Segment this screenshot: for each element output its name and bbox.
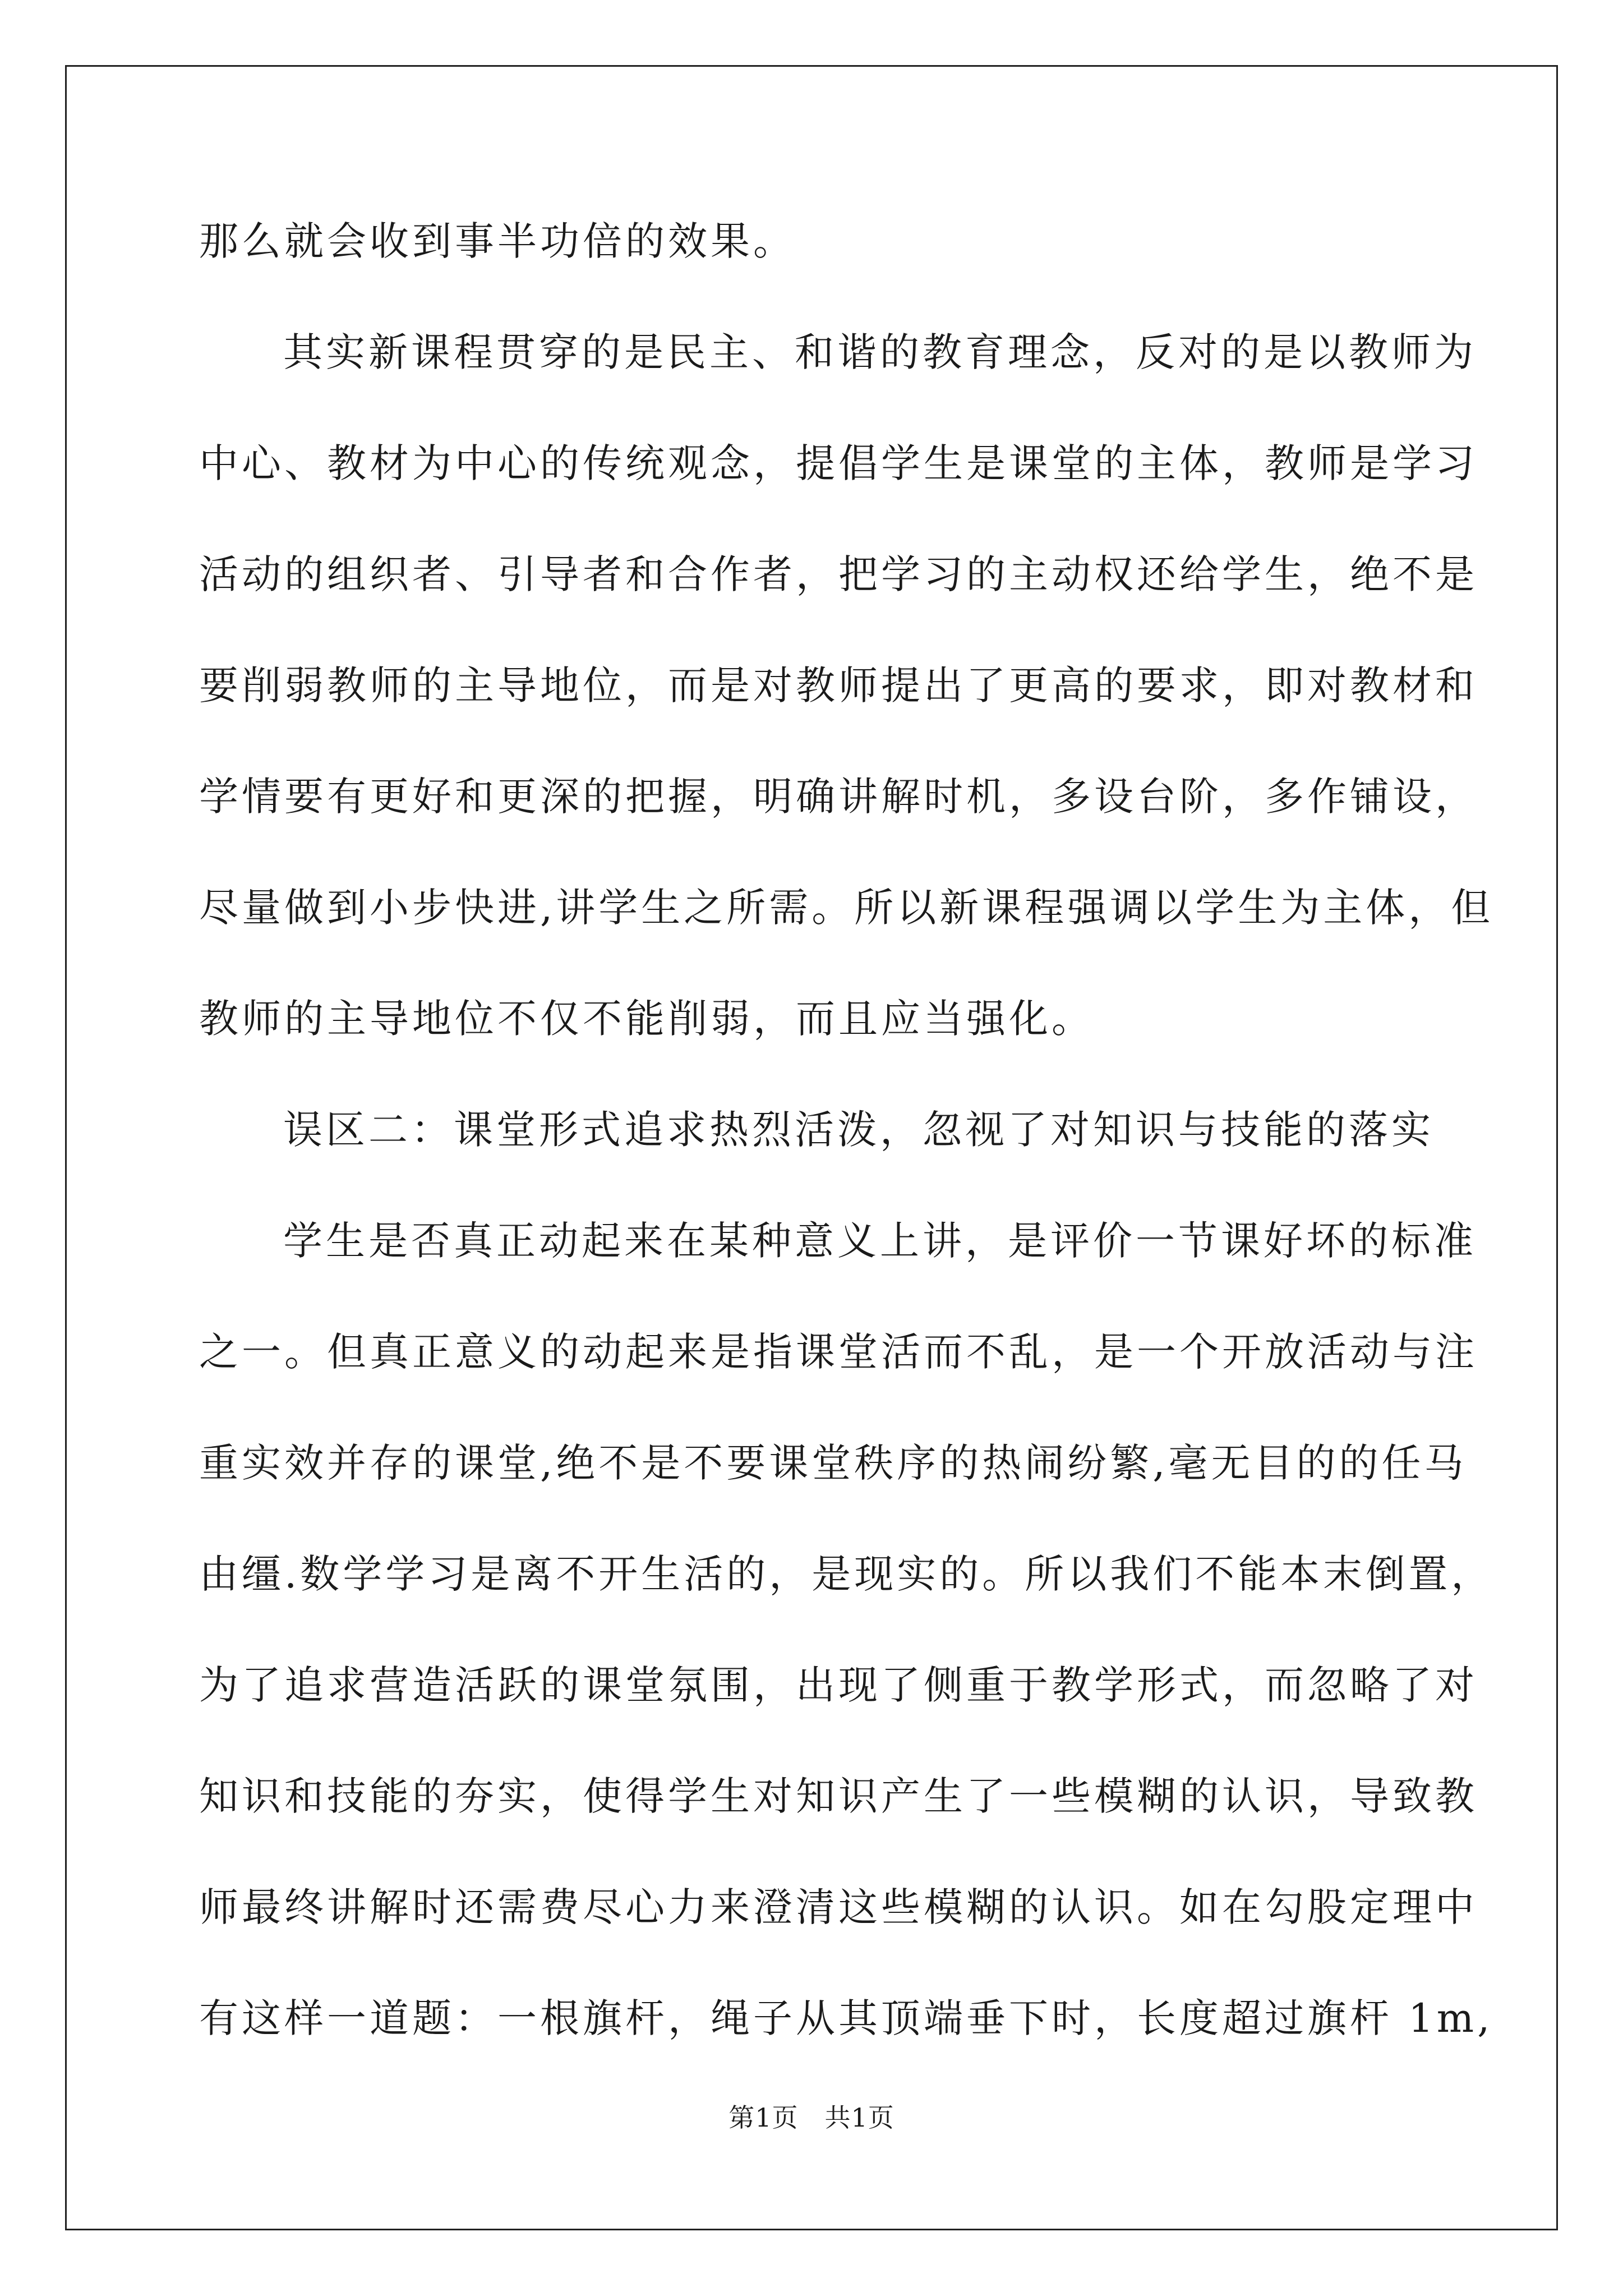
text-line: 要削弱教师的主导地位，而是对教师提出了更高的要求，即对教材和 bbox=[199, 662, 1478, 708]
page-footer: 第1页 共1页 bbox=[728, 2102, 895, 2133]
text-line: 活动的组织者、引导者和合作者，把学习的主动权还给学生，绝不是 bbox=[199, 551, 1478, 597]
text-line: 那么就会收到事半功倍的效果。 bbox=[199, 218, 796, 264]
text-line: 中心、教材为中心的传统观念，提倡学生是课堂的主体，教师是学习 bbox=[199, 440, 1478, 486]
paragraph-start-line: 学生是否真正动起来在某种意义上讲，是评价一节课好坏的标准 bbox=[283, 1218, 1477, 1264]
paragraph-start-line: 其实新课程贯穿的是民主、和谐的教育理念，反对的是以教师为 bbox=[283, 329, 1477, 375]
text-line: 由缰.数学学习是离不开生活的，是现实的。所以我们不能本末倒置， bbox=[199, 1551, 1494, 1597]
text-line: 之一。但真正意义的动起来是指课堂活而不乱，是一个开放活动与注 bbox=[199, 1329, 1478, 1375]
text-line: 有这样一道题：一根旗杆，绳子从其顶端垂下时，长度超过旗杆 1m, bbox=[199, 1995, 1493, 2041]
section-heading: 误区二：课堂形式追求热烈活泼，忽视了对知识与技能的落实 bbox=[283, 1107, 1434, 1153]
text-line: 为了追求营造活跃的课堂氛围，出现了侧重于教学形式，而忽略了对 bbox=[199, 1662, 1478, 1708]
text-line: 重实效并存的课堂,绝不是不要课堂秩序的热闹纷繁,毫无目的的任马 bbox=[199, 1440, 1467, 1486]
text-line: 学情要有更好和更深的把握，明确讲解时机，多设台阶，多作铺设， bbox=[199, 774, 1478, 820]
text-line: 教师的主导地位不仅不能削弱，而且应当强化。 bbox=[199, 996, 1094, 1042]
text-line: 尽量做到小步快进,讲学生之所需。所以新课程强调以学生为主体，但 bbox=[199, 885, 1494, 931]
text-line: 知识和技能的夯实，使得学生对知识产生了一些模糊的认识，导致教 bbox=[199, 1773, 1478, 1819]
text-line: 师最终讲解时还需费尽心力来澄清这些模糊的认识。如在勾股定理中 bbox=[199, 1884, 1478, 1930]
